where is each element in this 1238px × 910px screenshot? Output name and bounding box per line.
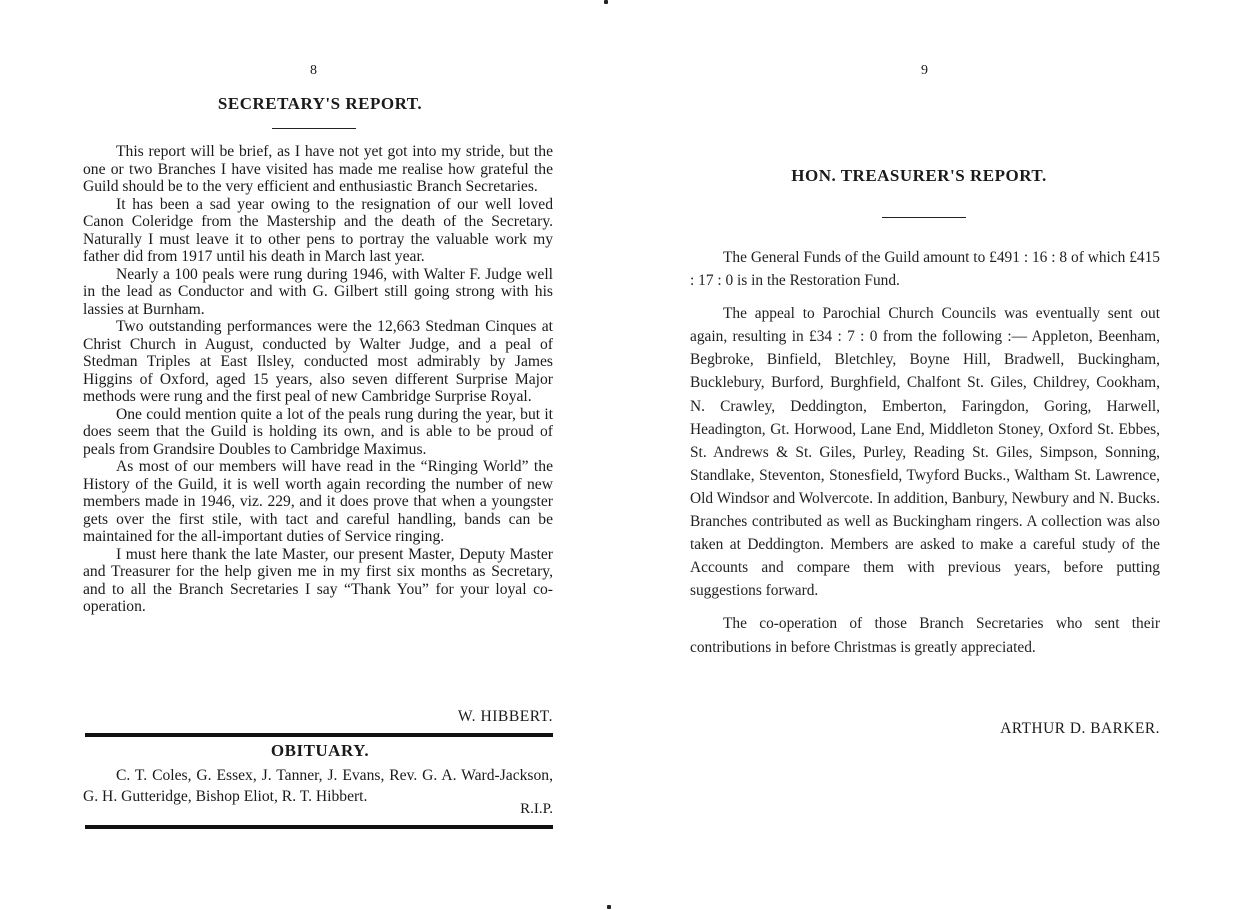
paragraph-1: This report will be brief, as I have not yet got into my stride, but the one or two Branches I have visited has made me realise how grateful the Guild should be to the very efficient and enthusiastic Branch Secretaries. [83, 143, 553, 195]
obituary-bottom-rule [85, 825, 553, 829]
paragraph-4: Two outstanding performances were the 12,663 Stedman Cinques at Christ Church in August, conducted by Walter Judge, and a peal of Stedman Triples at East Ilsley, conducted most admirably by James Higgins of Oxford, aged 15 years, also seven different Surprise Major methods were rung and the first peal of new Cambridge Surprise Royal. [83, 318, 553, 405]
page-number-left: 8 [310, 63, 317, 78]
secretary-report-heading: SECRETARY'S REPORT. [217, 94, 423, 113]
secretary-report-body [83, 143, 553, 616]
scan-mark-bottom [607, 905, 611, 909]
paragraph-3: Nearly a 100 peals were rung during 1946, with Walter F. Judge well in the lead as Conductor and with G. Gilbert still going strong with his lassies at Burnham. [83, 265, 553, 318]
treasurer-signature: ARTHUR D. BARKER. [1000, 720, 1160, 737]
page-number-right: 9 [921, 63, 928, 78]
treasurer-paragraph-1: The General Funds of the Guild amount to £491 : 16 : 8 of which £415 : 17 : 0 is in the Restoration Fund. [690, 249, 1160, 290]
obituary-names-text: C. T. Coles, G. Essex, J. Tanner, J. Evans, Rev. G. A. Ward-Jackson, G. H. Gutteridge, Bishop Eliot, R. T. Hibbert. [83, 767, 553, 805]
obituary-closing: R.I.P. [520, 801, 553, 817]
heading-divider-right [882, 217, 966, 218]
heading-divider-left [272, 128, 356, 129]
paragraph-2: It has been a sad year owing to the resignation of our well loved Canon Coleridge from the Mastership and the death of the Secretary. Naturally I must leave it to other pens to portray the valuable work my father did from 1917 until his death in March last year. [83, 195, 553, 265]
paragraph-6: As most of our members will have read in the “Ringing World” the History of the Guild, it is well worth again recording the number of new members made in 1946, viz. 229, and it does prove that when a youngster gets over the first stile, with tact and careful handling, bands can be maintained for the all-important duties of Service ringing. [83, 458, 553, 545]
obituary-heading: OBITUARY. [270, 741, 370, 760]
paragraph-5: One could mention quite a lot of the peals rung during the year, but it does seem that the Guild is holding its own, and is able to be proud of peals from Grandsire Doubles to Cambridge Maximus. [83, 405, 553, 458]
treasurer-report-body [690, 246, 1160, 669]
obituary-top-rule [85, 733, 553, 737]
treasurer-paragraph-3: The co-operation of those Branch Secretaries who sent their contributions in before Christmas is greatly appreciated. [690, 615, 1160, 656]
treasurer-report-heading: HON. TREASURER'S REPORT. [791, 166, 1047, 185]
right-page [619, 0, 1238, 910]
paragraph-7: I must here thank the late Master, our present Master, Deputy Master and Treasurer for the help given me in my first six months as Secretary, and to all the Branch Secretaries I say “Thank You” for your loyal co-operation. [83, 545, 553, 615]
scan-mark-top [604, 0, 608, 4]
secretary-signature: W. HIBBERT. [457, 708, 553, 725]
treasurer-paragraph-2: The appeal to Parochial Church Councils was eventually sent out again, resulting in £34 : 7 : 0 from the following :— Appleton, Beenham, Begbroke, Binfield, Bletchley, Boyne Hill, Bradwell, Buckingham, Bucklebury, Burford, Burghfield, Chalfont St. Giles, Childrey, Cookham, N. Crawley, Deddington, Emberton, Faringdon, Goring, Harwell, Headington, Gt. Horwood, Lane End, Middleton Stoney, Oxford St. Ebbes, St. Andrews & St. Giles, Purley, Reading St. Giles, Simpson, Sonning, Standlake, Steventon, Stonesfield, Twyford Bucks., Waltham St. Lawrence, Old Windsor and Wolvercote. In addition, Banbury, Newbury and N. Bucks. Branches contributed as well as Buckingham ringers. A collection was also taken at Deddington. Members are asked to make a careful study of the Accounts and compare them with previous years, before putting suggestions forward. [690, 305, 1160, 600]
